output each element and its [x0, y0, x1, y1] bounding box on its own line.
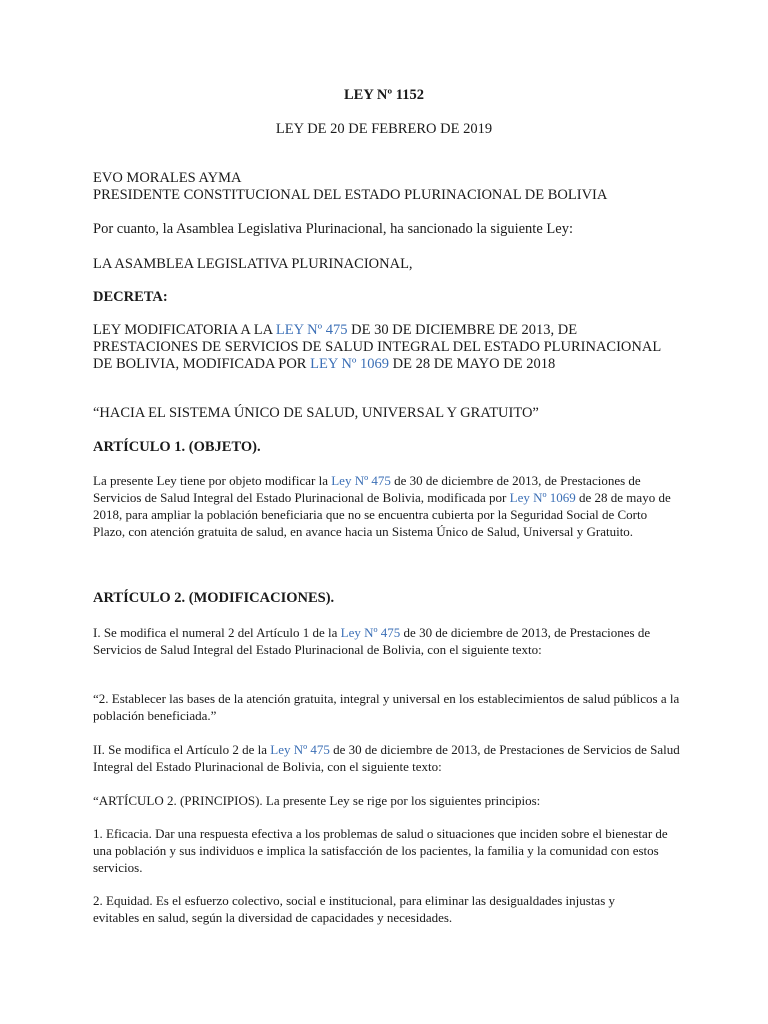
president-name: EVO MORALES AYMA: [93, 170, 242, 186]
principle-1-eficacia: 1. Eficacia. Dar una respuesta efectiva a los problemas de salud o situaciones que inciden sobre el bienestar de una población y sus individuos e implica la satisfacción de los pacientes, la familia y la comunidad con estos servicios.: [93, 826, 668, 875]
article-2-item-1: I. Se modifica el numeral 2 del Artículo 1 de la Ley Nº 475 de 30 de diciembre de 2013, de Prestaciones de Servicios de Salud Integral del Estado Plurinacional de Bolivia, con el siguiente texto:: [93, 625, 651, 657]
ley-475-link[interactable]: LEY Nº 475: [275, 322, 348, 338]
law-title: LEY Nº 1152: [344, 87, 424, 103]
article-1-heading: ARTÍCULO 1. (OBJETO).: [93, 439, 261, 455]
article-2-heading: ARTÍCULO 2. (MODIFICACIONES).: [93, 590, 335, 606]
ley-475-link[interactable]: Ley Nº 475: [331, 473, 391, 488]
assembly-text: LA ASAMBLEA LEGISLATIVA PLURINACIONAL,: [93, 256, 413, 272]
ley-1069-link[interactable]: Ley Nº 1069: [509, 490, 576, 505]
motto-text: “HACIA EL SISTEMA ÚNICO DE SALUD, UNIVERSAL Y GRATUITO”: [93, 405, 539, 421]
article-2-quote-1: “2. Establecer las bases de la atención gratuita, integral y universal en los establecimientos de salud públicos a la población beneficiada.”: [93, 691, 680, 723]
article-2-item-2: II. Se modifica el Artículo 2 de la Ley Nº 475 de 30 de diciembre de 2013, de Prestaciones de Servicios de Salud Integral del Estado Plurinacional de Bolivia, con el siguiente texto:: [93, 742, 680, 774]
law-date: LEY DE 20 DE FEBRERO DE 2019: [275, 121, 493, 137]
law-name-paragraph: LEY MODIFICATORIA A LA LEY Nº 475 DE 30 DE DICIEMBRE DE 2013, DE PRESTACIONES DE SERVICIOS DE SALUD INTEGRAL DEL ESTADO PLURINACIONAL DE BOLIVIA, MODIFICADA POR LEY Nº 1069 DE 28 DE MAYO DE 2018: [93, 322, 661, 372]
article-2-quote-2: “ARTÍCULO 2. (PRINCIPIOS). La presente Ley se rige por los siguientes principios:: [93, 793, 541, 808]
ley-475-link[interactable]: Ley Nº 475: [270, 742, 330, 757]
ley-1069-link[interactable]: LEY Nº 1069: [310, 356, 389, 372]
article-1-text: La presente Ley tiene por objeto modificar la Ley Nº 475 de 30 de diciembre de 2013, de Prestaciones de Servicios de Salud Integral del Estado Plurinacional de Bolivia, modificada por Ley Nº 1069 de 28 de mayo de 2018, para ampliar la población beneficiaria que no se encuentra cubierta por la Seguridad Social de Corto Plazo, con atención gratuita de salud, en avance hacia un Sistema Único de Salud, Universal y Gratuito.: [93, 473, 671, 539]
ley-475-link[interactable]: Ley Nº 475: [340, 625, 401, 640]
president-office: PRESIDENTE CONSTITUCIONAL DEL ESTADO PLURINACIONAL DE BOLIVIA: [93, 187, 608, 203]
principle-2-equidad: 2. Equidad. Es el esfuerzo colectivo, social e institucional, para eliminar las desigualdades injustas y evitables en salud, según la diversidad de capacidades y necesidades.: [93, 893, 616, 925]
decreta-heading: DECRETA:: [93, 289, 168, 305]
por-cuanto-text: Por cuanto, la Asamblea Legislativa Plurinacional, ha sancionado la siguiente Ley:: [93, 221, 573, 237]
